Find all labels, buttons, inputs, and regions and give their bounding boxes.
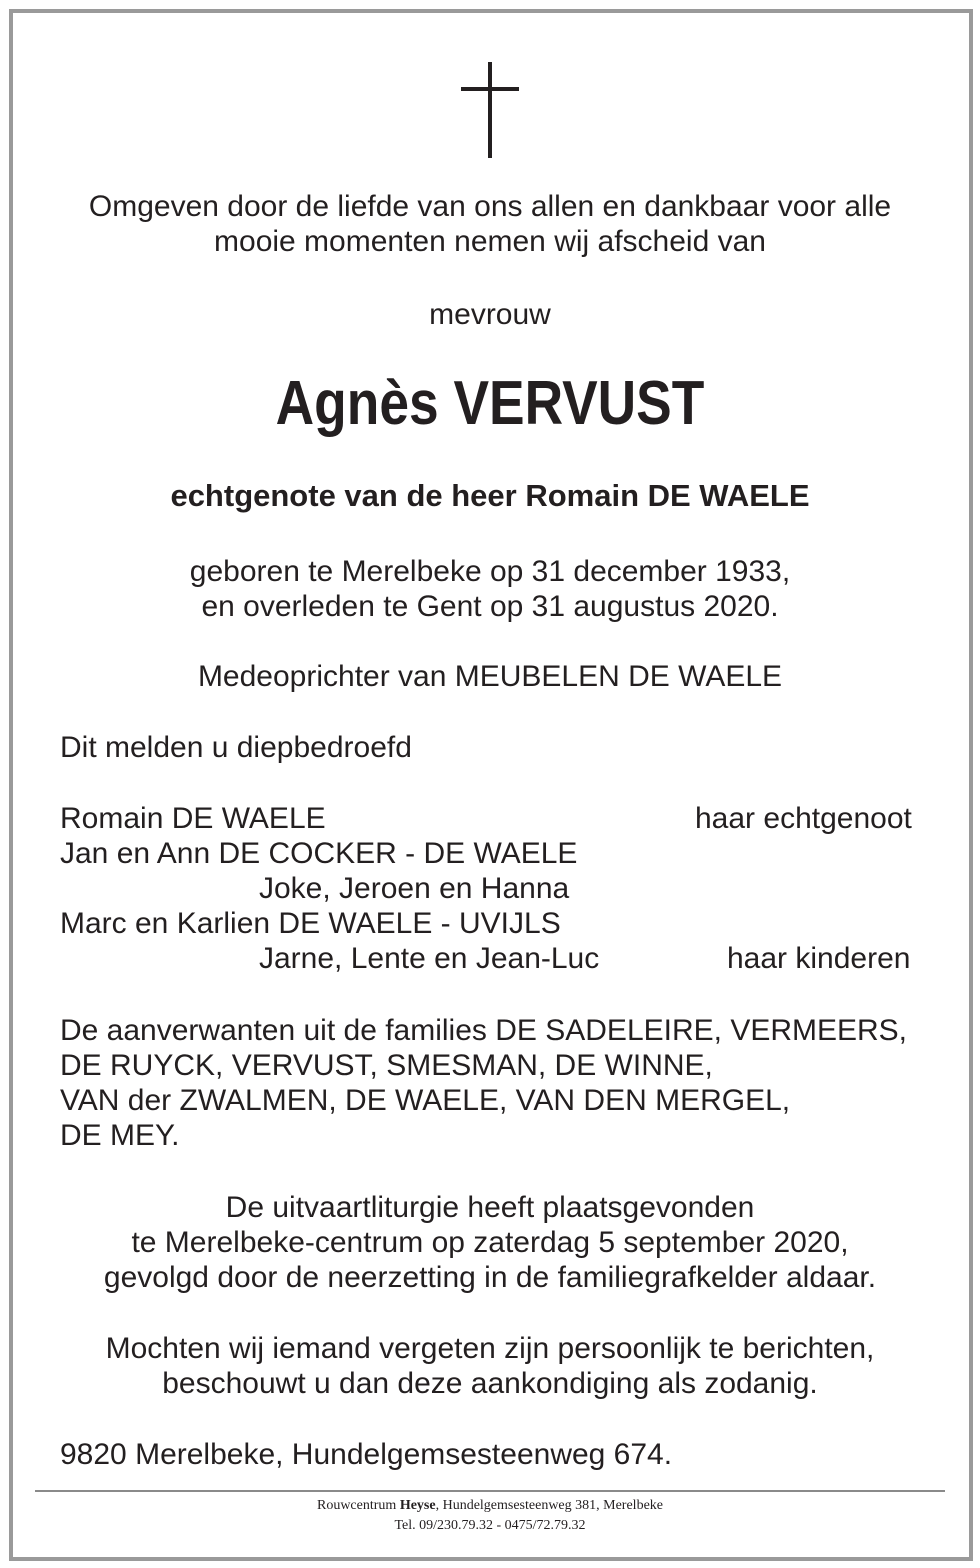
cross-icon [461,62,519,158]
footer-address: , Hundelgemsesteenweg 381, Merelbeke [435,1498,664,1513]
spouse-line: echtgenote van de heer Romain DE WAELE [170,478,810,513]
relatives-line: VAN der ZWALMEN, DE WAELE, VAN DEN MERGEL, [60,1084,791,1117]
relatives-line: DE RUYCK, VERVUST, SMESMAN, DE WINNE, [60,1049,713,1082]
birth-death-text [0,554,980,624]
intro-line: Omgeven door de liefde van ons allen en dankbaar voor alle [88,190,892,223]
death-line: en overleden te Gent op 31 augustus 2020. [201,590,779,623]
relatives-line: DE MEY. [60,1119,180,1152]
funeral-home-line [0,1497,980,1515]
family-list [60,801,599,976]
title-word: mevrouw [429,298,551,331]
funeral-text [0,1190,980,1295]
intro-line: mooie momenten nemen wij afscheid van [214,225,766,258]
founder-line: Medeoprichter van MEUBELEN DE WAELE [197,660,783,693]
relatives-text [60,1013,907,1153]
family-member: Jan en Ann DE COCKER - DE WAELE [60,837,578,870]
note-line: beschouwt u dan deze aankondiging als zodanig. [162,1367,818,1400]
footer-prefix: Rouwcentrum [316,1498,400,1513]
funeral-line: De uitvaartliturgie heeft plaatsgevonden [225,1191,755,1224]
intro-text [0,189,980,259]
role-children: haar kinderen [727,942,911,975]
deceased-name: Agnès VERVUST [275,369,705,438]
relatives-line: De aanverwanten uit de families DE SADELEIRE, VERMEERS, [60,1014,908,1047]
funeral-home-phones: Tel. 09/230.79.32 - 0475/72.79.32 [394,1518,586,1533]
address-line: 9820 Merelbeke, Hundelgemsesteenweg 674. [60,1438,673,1471]
family-member: Marc en Karlien DE WAELE - UVIJLS [60,907,561,940]
note-text [0,1331,980,1401]
footer-divider [35,1490,945,1492]
birth-line: geboren te Merelbeke op 31 december 1933, [189,555,791,588]
role-husband: haar echtgenoot [695,802,912,835]
grandchildren: Jarne, Lente en Jean-Luc [259,942,600,975]
funeral-home-brand: Heyse [399,1498,436,1513]
funeral-line: gevolgd door de neerzetting in de familiegrafkelder aldaar. [103,1261,877,1294]
grandchildren: Joke, Jeroen en Hanna [259,872,570,905]
funeral-line: te Merelbeke-centrum op zaterdag 5 september 2020, [131,1226,849,1259]
note-line: Mochten wij iemand vergeten zijn persoonlijk te berichten, [105,1332,875,1365]
family-member: Romain DE WAELE [60,802,326,835]
announcement-line: Dit melden u diepbedroefd [60,731,412,764]
